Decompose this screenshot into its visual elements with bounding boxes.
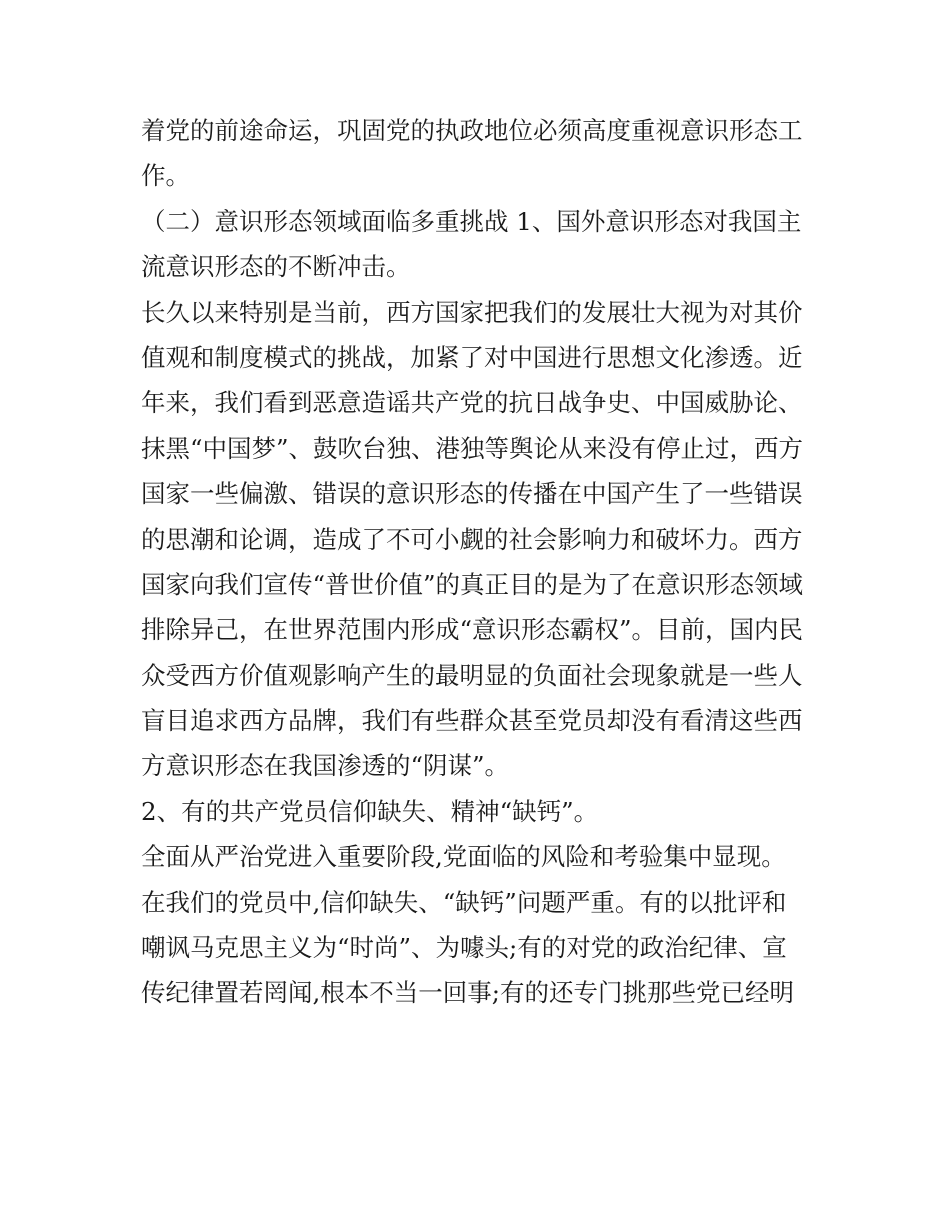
- subheading-line: 2、有的共产党员信仰缺失、精神“缺钙”。: [141, 796, 599, 826]
- text-line: 年来，我们看到恶意造谣共产党的抗日战争史、中国威胁论、: [141, 388, 803, 418]
- text-line: 全面从严治党进入重要阶段,党面临的风险和考验集中显现。: [141, 842, 786, 872]
- text-line: 着党的前途命运，巩固党的执政地位必须高度重视意识形态工: [141, 116, 803, 145]
- text-line: 在我们的党员中,信仰缺失、“缺钙”问题严重。有的以批评和: [141, 887, 787, 917]
- text-line: 国家一些偏激、错误的意识形态的传播在中国产生了一些错误: [141, 479, 803, 509]
- text-line: 的思潮和论调，造成了不可小觑的社会影响力和破坏力。西方: [141, 524, 803, 554]
- text-line: 排除异己，在世界范围内形成“意识形态霸权”。目前，国内民: [141, 615, 804, 645]
- document-body: [141, 108, 821, 1016]
- text-line: 作。: [141, 161, 190, 191]
- text-line: 长久以来特别是当前，西方国家把我们的发展壮大视为对其价: [141, 297, 803, 327]
- text-line: 方意识形态在我国渗透的“阴谋”。: [141, 751, 510, 781]
- text-line: 抹黑“中国梦”、鼓吹台独、港独等舆论从来没有停止过，西方: [141, 433, 804, 463]
- text-line: 流意识形态的不断冲击。: [141, 252, 411, 282]
- text-line: 嘲讽马克思主义为“时尚”、为噱头;有的对党的政治纪律、宣: [141, 933, 787, 963]
- text-line: 国家向我们宣传“普世价值”的真正目的是为了在意识形态领域: [141, 569, 804, 599]
- text-line: 传纪律置若罔闻,根本不当一回事;有的还专门挑那些党已经明: [141, 978, 795, 1008]
- text-line: 众受西方价值观影响产生的最明显的负面社会现象就是一些人: [141, 660, 803, 690]
- section-heading-line: （二）意识形态领域面临多重挑战 1、国外意识形态对我国主: [141, 206, 802, 236]
- text-line: 值观和制度模式的挑战，加紧了对中国进行思想文化渗透。近: [141, 342, 803, 372]
- text-line: 盲目追求西方品牌，我们有些群众甚至党员却没有看清这些西: [141, 706, 803, 736]
